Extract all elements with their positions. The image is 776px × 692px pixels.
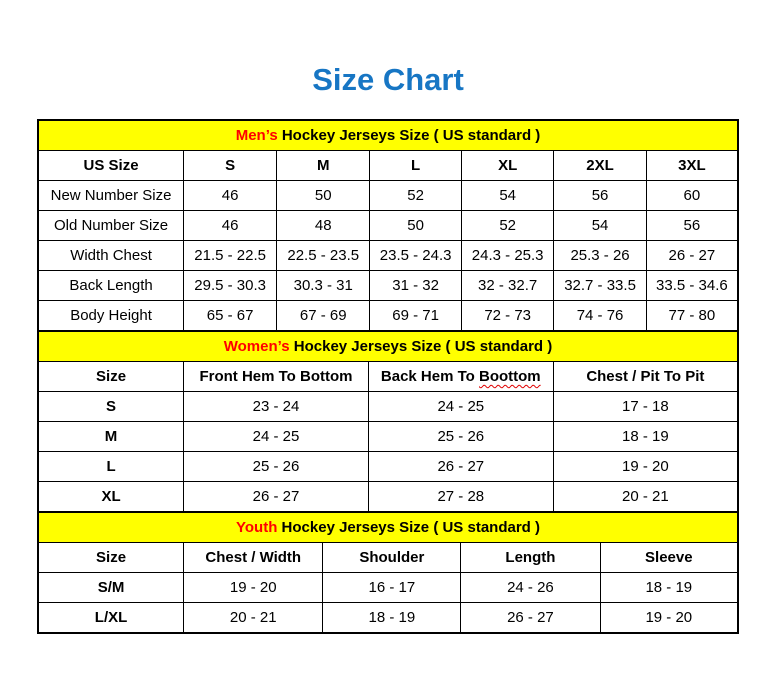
size-value: 60 xyxy=(646,181,738,211)
row-label: Old Number Size xyxy=(38,211,184,241)
column-header: US Size xyxy=(38,151,184,181)
size-value: 19 - 20 xyxy=(600,603,738,634)
size-value: 69 - 71 xyxy=(370,301,462,332)
column-header: L xyxy=(370,151,462,181)
size-value: 32 - 32.7 xyxy=(461,271,553,301)
row-label: Width Chest xyxy=(38,241,184,271)
caption-text: Hockey Jerseys Size ( US standard ) xyxy=(277,519,540,536)
mens-table-caption xyxy=(38,120,738,151)
size-value: 26 - 27 xyxy=(461,603,600,634)
womens-table-caption xyxy=(38,331,738,362)
youth-table-caption xyxy=(38,512,738,543)
page-title: Size Chart xyxy=(312,62,464,97)
size-value: 54 xyxy=(461,181,553,211)
row-label: S/M xyxy=(38,573,184,603)
size-value: 52 xyxy=(461,211,553,241)
column-header-row xyxy=(38,151,738,181)
column-header: 3XL xyxy=(646,151,738,181)
caption-highlight: Youth xyxy=(236,519,278,536)
size-value: 50 xyxy=(277,181,370,211)
size-value: 46 xyxy=(184,181,277,211)
size-value: 29.5 - 30.3 xyxy=(184,271,277,301)
size-value: 48 xyxy=(277,211,370,241)
size-value: 67 - 69 xyxy=(277,301,370,332)
misspelled-word: Boottom xyxy=(479,368,541,385)
caption-highlight: Men’s xyxy=(235,127,278,144)
column-header-row xyxy=(38,543,738,573)
size-value: 16 - 17 xyxy=(323,573,461,603)
column-header: M xyxy=(277,151,370,181)
column-header-row xyxy=(38,362,738,392)
size-value: 20 - 21 xyxy=(184,603,323,634)
youth-size-table xyxy=(37,511,739,634)
size-value: 26 - 27 xyxy=(368,452,553,482)
table-row xyxy=(38,241,738,271)
youth-table-body xyxy=(38,573,738,634)
size-value: 54 xyxy=(554,211,646,241)
row-label: New Number Size xyxy=(38,181,184,211)
mens-size-table xyxy=(37,119,739,332)
column-header: Front Hem To Bottom xyxy=(184,362,369,392)
table-row xyxy=(38,452,738,482)
caption-text: Hockey Jerseys Size ( US standard ) xyxy=(277,127,541,144)
womens-size-table xyxy=(37,330,739,513)
size-value: 56 xyxy=(646,211,738,241)
column-header: S xyxy=(184,151,277,181)
size-value: 31 - 32 xyxy=(370,271,462,301)
size-value: 27 - 28 xyxy=(368,482,553,513)
caption-text: Hockey Jerseys Size ( US standard ) xyxy=(289,338,553,355)
size-value: 23.5 - 24.3 xyxy=(370,241,462,271)
size-tables-container xyxy=(37,119,739,634)
table-row xyxy=(38,301,738,332)
size-value: 52 xyxy=(370,181,462,211)
column-header: Chest / Pit To Pit xyxy=(553,362,738,392)
table-row xyxy=(38,603,738,634)
size-value: 23 - 24 xyxy=(184,392,369,422)
row-label: Back Length xyxy=(38,271,184,301)
row-label: L xyxy=(38,452,184,482)
table-caption-row xyxy=(38,512,738,543)
size-value: 24 - 25 xyxy=(368,392,553,422)
table-row xyxy=(38,181,738,211)
size-value: 24 - 25 xyxy=(184,422,369,452)
table-caption-row xyxy=(38,120,738,151)
size-value: 22.5 - 23.5 xyxy=(277,241,370,271)
row-label: Body Height xyxy=(38,301,184,332)
table-row xyxy=(38,422,738,452)
table-row xyxy=(38,211,738,241)
size-value: 24 - 26 xyxy=(461,573,600,603)
size-value: 74 - 76 xyxy=(554,301,646,332)
size-value: 25 - 26 xyxy=(184,452,369,482)
caption-highlight: Women’s xyxy=(223,338,290,355)
size-value: 18 - 19 xyxy=(323,603,461,634)
row-label: S xyxy=(38,392,184,422)
size-value: 19 - 20 xyxy=(553,452,738,482)
size-value: 18 - 19 xyxy=(553,422,738,452)
mens-table-body xyxy=(38,181,738,332)
size-value: 24.3 - 25.3 xyxy=(461,241,553,271)
table-row xyxy=(38,482,738,513)
table-row xyxy=(38,573,738,603)
column-header: Back Hem To Boottom xyxy=(368,362,553,392)
size-value: 25.3 - 26 xyxy=(554,241,646,271)
size-value: 20 - 21 xyxy=(553,482,738,513)
size-value: 19 - 20 xyxy=(184,573,323,603)
size-value: 65 - 67 xyxy=(184,301,277,332)
size-value: 26 - 27 xyxy=(184,482,369,513)
size-value: 32.7 - 33.5 xyxy=(554,271,646,301)
table-row xyxy=(38,392,738,422)
size-value: 17 - 18 xyxy=(553,392,738,422)
size-value: 56 xyxy=(554,181,646,211)
column-header: 2XL xyxy=(554,151,646,181)
table-caption-row xyxy=(38,331,738,362)
size-value: 30.3 - 31 xyxy=(277,271,370,301)
column-header: Length xyxy=(461,543,600,573)
column-header: Sleeve xyxy=(600,543,738,573)
row-label: XL xyxy=(38,482,184,513)
size-value: 72 - 73 xyxy=(461,301,553,332)
row-label: L/XL xyxy=(38,603,184,634)
table-row xyxy=(38,271,738,301)
size-value: 18 - 19 xyxy=(600,573,738,603)
womens-table-body xyxy=(38,392,738,513)
column-header: Size xyxy=(38,362,184,392)
column-header: XL xyxy=(461,151,553,181)
column-header: Chest / Width xyxy=(184,543,323,573)
column-header: Size xyxy=(38,543,184,573)
size-value: 21.5 - 22.5 xyxy=(184,241,277,271)
size-value: 50 xyxy=(370,211,462,241)
size-value: 25 - 26 xyxy=(368,422,553,452)
size-value: 77 - 80 xyxy=(646,301,738,332)
column-header: Shoulder xyxy=(323,543,461,573)
size-value: 46 xyxy=(184,211,277,241)
size-value: 26 - 27 xyxy=(646,241,738,271)
size-value: 33.5 - 34.6 xyxy=(646,271,738,301)
row-label: M xyxy=(38,422,184,452)
